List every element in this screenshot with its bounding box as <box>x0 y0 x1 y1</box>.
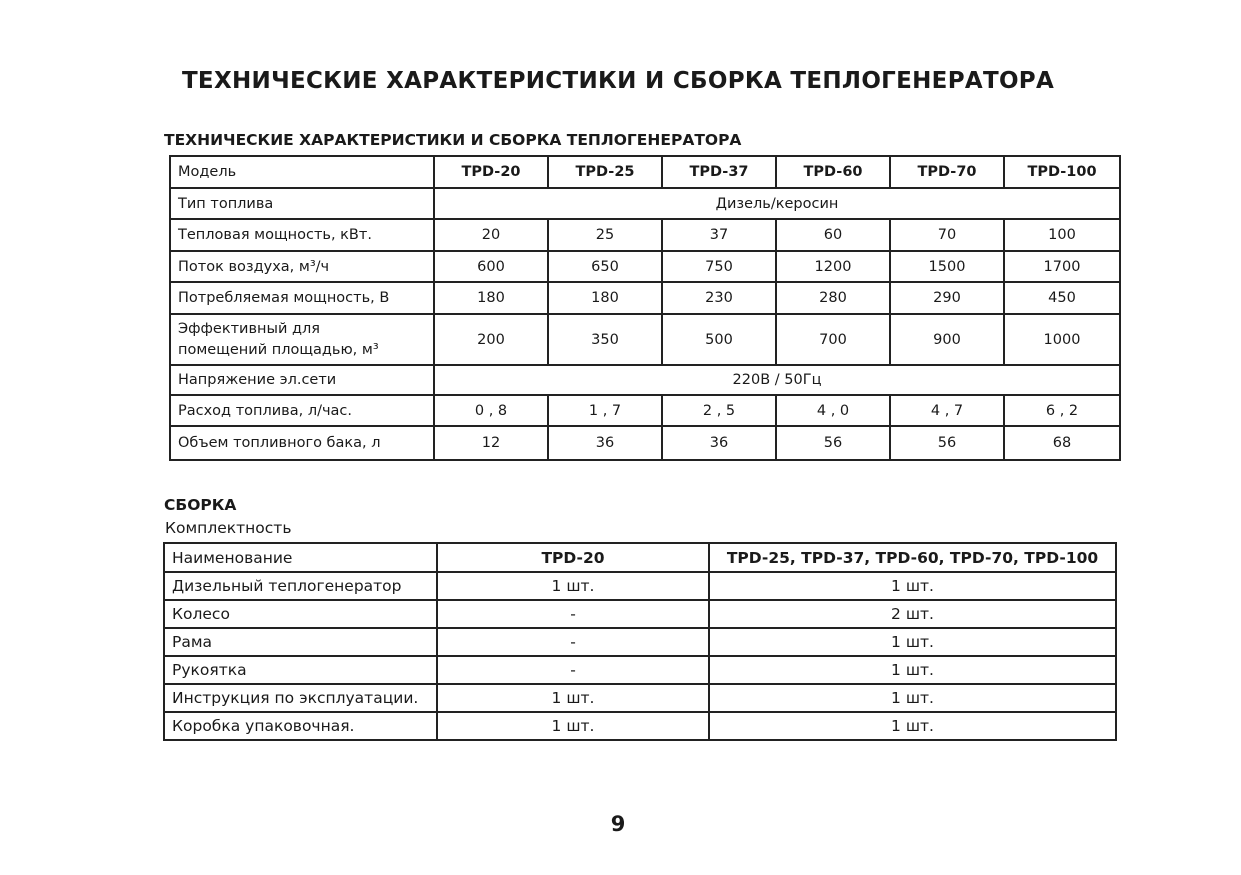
spec-value: 230 <box>662 282 776 314</box>
specs-header-row <box>170 156 1120 188</box>
model-header-label: Модель <box>170 156 434 188</box>
spec-value: 20 <box>434 219 548 251</box>
spec-value: 25 <box>548 219 662 251</box>
spec-row-fuel-type <box>170 188 1120 219</box>
specs-heading: ТЕХНИЧЕСКИЕ ХАРАКТЕРИСТИКИ И СБОРКА ТЕПЛОГЕНЕРАТОРА <box>164 131 742 149</box>
assembly-row <box>164 684 1116 712</box>
assembly-item-name: Коробка упаковочная. <box>164 712 437 740</box>
model-header-tpd-60: TPD-60 <box>776 156 890 188</box>
assembly-qty-tpd-20: - <box>437 600 709 628</box>
spec-value: 36 <box>548 426 662 460</box>
spec-label: Тепловая мощность, кВт. <box>170 219 434 251</box>
spec-value: 200 <box>434 314 548 365</box>
spec-value: 4 , 0 <box>776 395 890 426</box>
spec-value: 1 , 7 <box>548 395 662 426</box>
assembly-qty-other: 1 шт. <box>709 628 1116 656</box>
spec-row-fuel-consumption <box>170 395 1120 426</box>
spec-value: 1000 <box>1004 314 1120 365</box>
spec-row-tank-volume <box>170 426 1120 460</box>
spec-value: 450 <box>1004 282 1120 314</box>
assembly-qty-tpd-20: 1 шт. <box>437 572 709 600</box>
assembly-qty-tpd-20: 1 шт. <box>437 684 709 712</box>
assembly-qty-other: 2 шт. <box>709 600 1116 628</box>
spec-value: 1200 <box>776 251 890 282</box>
spec-row-airflow <box>170 251 1120 282</box>
spec-label-line-1: Эффективный для <box>178 320 320 337</box>
model-header-tpd-25: TPD-25 <box>548 156 662 188</box>
spec-row-voltage <box>170 365 1120 395</box>
assembly-qty-tpd-20: - <box>437 628 709 656</box>
spec-value: 750 <box>662 251 776 282</box>
spec-label: Напряжение эл.сети <box>170 365 434 395</box>
spec-label: Потребляемая мощность, В <box>170 282 434 314</box>
spec-value: 60 <box>776 219 890 251</box>
spec-value: 68 <box>1004 426 1120 460</box>
spec-value: 100 <box>1004 219 1120 251</box>
spec-merged-value: Дизель/керосин <box>434 188 1120 219</box>
assembly-header-tpd-20: TPD-20 <box>437 543 709 572</box>
assembly-qty-other: 1 шт. <box>709 656 1116 684</box>
spec-merged-value: 220В / 50Гц <box>434 365 1120 395</box>
spec-value: 350 <box>548 314 662 365</box>
assembly-qty-other: 1 шт. <box>709 684 1116 712</box>
assembly-item-name: Дизельный теплогенератор <box>164 572 437 600</box>
spec-value: 180 <box>548 282 662 314</box>
assembly-header-other-models: TPD-25, TPD-37, TPD-60, TPD-70, TPD-100 <box>709 543 1116 572</box>
specs-table <box>169 155 1121 461</box>
assembly-heading: СБОРКА <box>164 496 237 514</box>
spec-value: 280 <box>776 282 890 314</box>
assembly-row <box>164 600 1116 628</box>
spec-value: 37 <box>662 219 776 251</box>
assembly-header-name: Наименование <box>164 543 437 572</box>
page-title: ТЕХНИЧЕСКИЕ ХАРАКТЕРИСТИКИ И СБОРКА ТЕПЛОГЕНЕРАТОРА <box>181 68 1055 94</box>
assembly-row <box>164 628 1116 656</box>
model-header-tpd-37: TPD-37 <box>662 156 776 188</box>
assembly-item-name: Инструкция по эксплуатации. <box>164 684 437 712</box>
spec-label: Расход топлива, л/час. <box>170 395 434 426</box>
assembly-table <box>163 542 1117 741</box>
assembly-qty-other: 1 шт. <box>709 572 1116 600</box>
spec-value: 290 <box>890 282 1004 314</box>
assembly-qty-other: 1 шт. <box>709 712 1116 740</box>
spec-value: 180 <box>434 282 548 314</box>
spec-value: 700 <box>776 314 890 365</box>
assembly-qty-tpd-20: - <box>437 656 709 684</box>
spec-value: 12 <box>434 426 548 460</box>
page-number: 9 <box>610 812 626 836</box>
spec-value: 500 <box>662 314 776 365</box>
spec-value: 900 <box>890 314 1004 365</box>
assembly-qty-tpd-20: 1 шт. <box>437 712 709 740</box>
spec-value: 1500 <box>890 251 1004 282</box>
spec-label <box>170 314 434 365</box>
assembly-subheading: Комплектность <box>165 519 292 537</box>
model-header-tpd-20: TPD-20 <box>434 156 548 188</box>
assembly-row <box>164 656 1116 684</box>
assembly-item-name: Колесо <box>164 600 437 628</box>
assembly-item-name: Рукоятка <box>164 656 437 684</box>
spec-value: 1700 <box>1004 251 1120 282</box>
spec-label: Объем топливного бака, л <box>170 426 434 460</box>
spec-value: 600 <box>434 251 548 282</box>
assembly-row <box>164 712 1116 740</box>
spec-row-power-consumption <box>170 282 1120 314</box>
spec-value: 36 <box>662 426 776 460</box>
assembly-item-name: Рама <box>164 628 437 656</box>
spec-row-effective-area <box>170 314 1120 365</box>
spec-value: 70 <box>890 219 1004 251</box>
spec-label-line-2: помещений площадью, м³ <box>178 341 379 358</box>
spec-label: Поток воздуха, м³/ч <box>170 251 434 282</box>
spec-value: 56 <box>776 426 890 460</box>
assembly-header-row <box>164 543 1116 572</box>
spec-value: 6 , 2 <box>1004 395 1120 426</box>
spec-value: 2 , 5 <box>662 395 776 426</box>
spec-value: 0 , 8 <box>434 395 548 426</box>
model-header-tpd-100: TPD-100 <box>1004 156 1120 188</box>
spec-value: 650 <box>548 251 662 282</box>
spec-value: 4 , 7 <box>890 395 1004 426</box>
model-header-tpd-70: TPD-70 <box>890 156 1004 188</box>
spec-row-heat-power <box>170 219 1120 251</box>
spec-label: Тип топлива <box>170 188 434 219</box>
assembly-row <box>164 572 1116 600</box>
spec-value: 56 <box>890 426 1004 460</box>
